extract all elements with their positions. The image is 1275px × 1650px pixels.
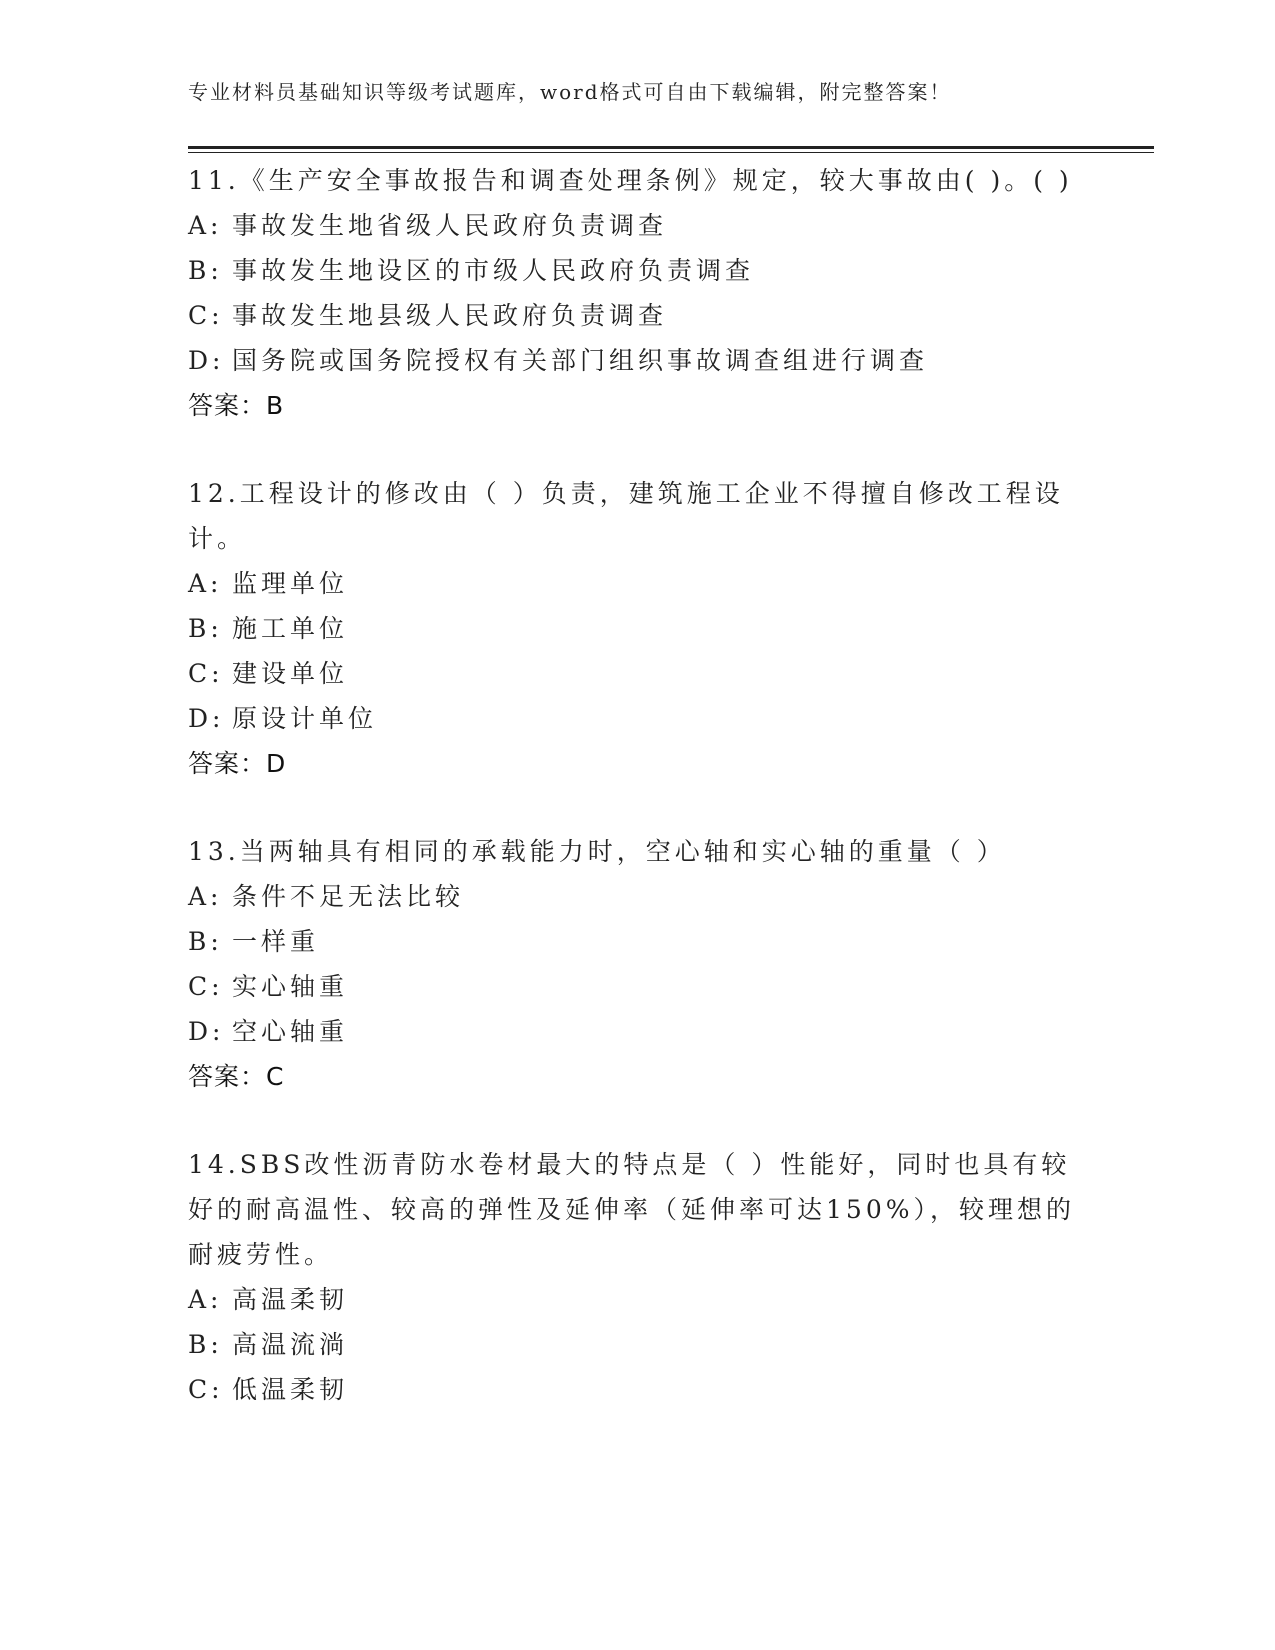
option-letter: C: xyxy=(188,972,224,1001)
answer-line: 答案：D xyxy=(188,749,287,778)
option-a xyxy=(188,874,1088,919)
question-stem: 12.工程设计的修改由（ ）负责，建筑施工企业不得擅自修改工程设计。 xyxy=(188,479,1064,553)
question-stem: 14.SBS改性沥青防水卷材最大的特点是（ ）性能好，同时也具有较好的耐高温性、较高的弹性及延伸率（延伸率可达150%），较理想的耐疲劳性。 xyxy=(188,1150,1075,1269)
option-letter: C: xyxy=(188,659,224,688)
option-a xyxy=(188,1277,1088,1322)
option-text: 监理单位 xyxy=(232,569,349,598)
option-letter: A: xyxy=(188,211,223,240)
option-letter: B: xyxy=(188,256,223,285)
option-b xyxy=(188,1322,1088,1367)
option-letter: C: xyxy=(188,1375,224,1404)
option-d xyxy=(188,696,1088,741)
option-text: 施工单位 xyxy=(232,614,349,643)
option-letter: D: xyxy=(188,346,225,375)
question-12 xyxy=(188,471,1088,786)
header-rule-thin xyxy=(188,152,1154,153)
option-letter: A: xyxy=(188,1285,223,1314)
option-letter: C: xyxy=(188,301,224,330)
page-header: 专业材料员基础知识等级考试题库，word格式可自由下载编辑，附完整答案！ xyxy=(188,80,952,104)
option-letter: A: xyxy=(188,882,223,911)
answer-line: 答案：C xyxy=(188,1062,285,1091)
option-b xyxy=(188,248,1088,293)
option-text: 实心轴重 xyxy=(232,972,349,1001)
option-text: 低温柔韧 xyxy=(232,1375,349,1404)
question-stem: 13.当两轴具有相同的承载能力时，空心轴和实心轴的重量（ ） xyxy=(188,837,1006,866)
option-c xyxy=(188,1367,1088,1412)
option-b xyxy=(188,919,1088,964)
option-text: 建设单位 xyxy=(232,659,349,688)
option-b xyxy=(188,606,1088,651)
question-list xyxy=(188,158,1088,1455)
option-text: 条件不足无法比较 xyxy=(232,882,465,911)
option-letter: A: xyxy=(188,569,223,598)
option-text: 原设计单位 xyxy=(232,704,378,733)
option-letter: D: xyxy=(188,1017,225,1046)
option-text: 国务院或国务院授权有关部门组织事故调查组进行调查 xyxy=(232,346,929,375)
option-text: 高温流淌 xyxy=(232,1330,349,1359)
question-11 xyxy=(188,158,1088,428)
option-letter: B: xyxy=(188,927,223,956)
header-rule-thick xyxy=(188,146,1154,149)
option-letter: B: xyxy=(188,1330,223,1359)
option-d xyxy=(188,338,1088,383)
option-a xyxy=(188,203,1088,248)
option-a xyxy=(188,561,1088,606)
question-13 xyxy=(188,829,1088,1099)
option-text: 空心轴重 xyxy=(232,1017,349,1046)
answer-line: 答案：B xyxy=(188,391,285,420)
option-d xyxy=(188,1009,1088,1054)
option-c xyxy=(188,651,1088,696)
option-text: 事故发生地设区的市级人民政府负责调查 xyxy=(232,256,755,285)
question-stem: 11.《生产安全事故报告和调查处理条例》规定，较大事故由( )。( ) xyxy=(188,166,1073,195)
option-letter: B: xyxy=(188,614,223,643)
question-14 xyxy=(188,1142,1088,1412)
option-c xyxy=(188,964,1088,1009)
option-text: 一样重 xyxy=(232,927,320,956)
option-letter: D: xyxy=(188,704,225,733)
option-c xyxy=(188,293,1088,338)
option-text: 事故发生地县级人民政府负责调查 xyxy=(232,301,668,330)
option-text: 高温柔韧 xyxy=(232,1285,349,1314)
option-text: 事故发生地省级人民政府负责调查 xyxy=(232,211,668,240)
